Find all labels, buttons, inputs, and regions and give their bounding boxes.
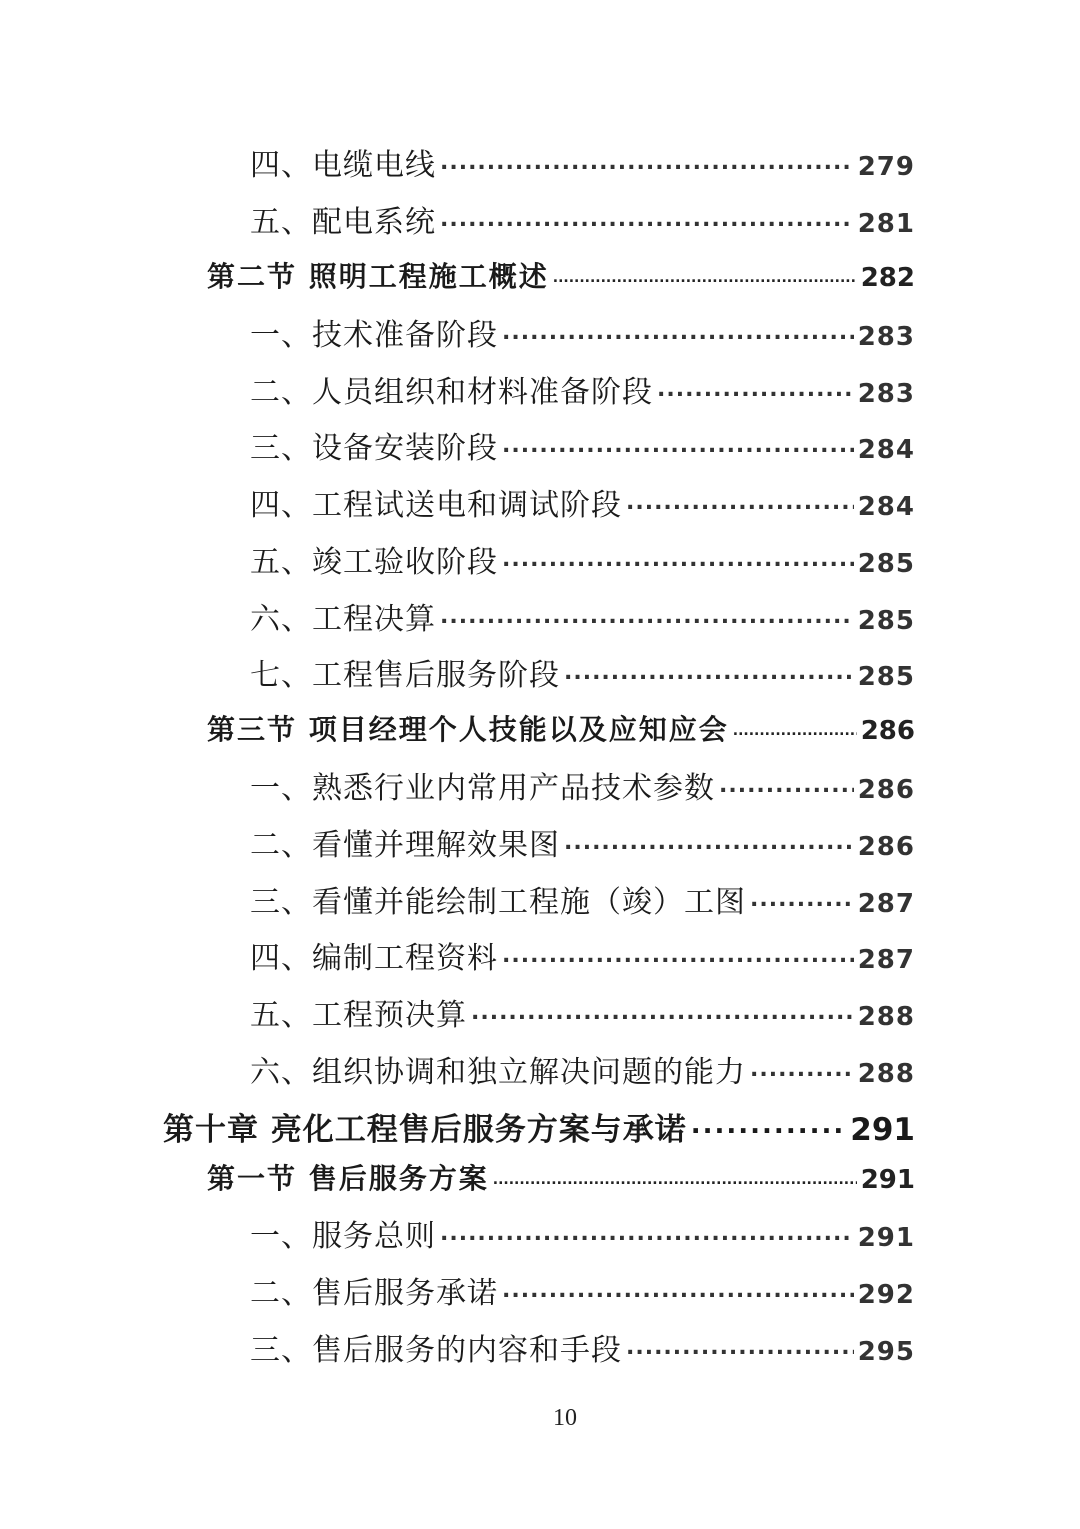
toc-entry-title: 五、配电系统 <box>250 205 436 240</box>
toc-entry-page: 285 <box>857 549 915 579</box>
toc-entry-title: 三、看懂并能绘制工程施（竣）工图 <box>250 885 746 920</box>
toc-entry-title: 二、售后服务承诺 <box>250 1276 498 1311</box>
toc-entry-title: 四、电缆电线 <box>250 148 436 183</box>
toc-leader-dots <box>440 599 854 629</box>
toc-entry-title: 六、工程决算 <box>250 602 436 637</box>
toc-entry-title: 一、技术准备阶段 <box>250 318 498 353</box>
toc-entry-page: 291 <box>857 1223 915 1253</box>
toc-entry[interactable] <box>250 310 915 354</box>
toc-entry[interactable] <box>250 1325 915 1369</box>
toc-entry-title: 三、售后服务的内容和手段 <box>250 1333 622 1368</box>
toc-entry-page: 283 <box>857 322 915 352</box>
toc-leader-dots <box>626 485 854 515</box>
toc-entry-title: 三、设备安装阶段 <box>250 431 498 466</box>
toc-entry-title: 第一节 售后服务方案 <box>207 1162 489 1195</box>
toc-leader-dots <box>626 1330 854 1360</box>
toc-leader-dots <box>502 428 854 458</box>
toc-leader-dots <box>553 258 857 286</box>
toc-leader-dots <box>502 542 854 572</box>
toc-leader-dots <box>564 825 854 855</box>
toc-entry[interactable] <box>250 1268 915 1312</box>
toc-entry-title: 六、组织协调和独立解决问题的能力 <box>250 1055 746 1090</box>
toc-leader-dots <box>440 202 854 232</box>
toc-section-entry[interactable] <box>207 1157 915 1197</box>
toc-entry-page: 285 <box>857 606 915 636</box>
toc-entry-page: 286 <box>860 716 915 746</box>
toc-leader-dots <box>733 711 857 739</box>
toc-leader-dots <box>750 882 854 912</box>
toc-entry[interactable] <box>250 197 915 241</box>
toc-leader-dots <box>691 1109 846 1140</box>
toc-leader-dots <box>502 315 854 345</box>
page-number: 10 <box>553 1405 577 1431</box>
toc-entry-title: 一、服务总则 <box>250 1219 436 1254</box>
toc-entry[interactable] <box>250 537 915 581</box>
toc-entry[interactable] <box>250 933 915 977</box>
toc-section-entry[interactable] <box>207 708 915 748</box>
toc-entry-page: 279 <box>857 152 915 182</box>
toc-entry-title: 二、人员组织和材料准备阶段 <box>250 375 653 410</box>
toc-entry-page: 283 <box>857 379 915 409</box>
toc-entry-page: 284 <box>857 492 915 522</box>
toc-leader-dots <box>440 1216 854 1246</box>
toc-entry[interactable] <box>250 594 915 638</box>
toc-chapter-entry[interactable] <box>163 1104 915 1149</box>
toc-entry[interactable] <box>250 423 915 467</box>
toc-entry[interactable] <box>250 763 915 807</box>
toc-leader-dots <box>657 372 854 402</box>
toc-entry-title: 第十章 亮化工程售后服务方案与承诺 <box>163 1112 687 1148</box>
toc-entry-title: 第二节 照明工程施工概述 <box>207 260 549 293</box>
toc-entry-title: 七、工程售后服务阶段 <box>250 658 560 693</box>
toc-entry-page: 292 <box>857 1280 915 1310</box>
toc-entry-title: 四、工程试送电和调试阶段 <box>250 488 622 523</box>
toc-entry-page: 295 <box>857 1337 915 1367</box>
toc-entry-page: 287 <box>857 945 915 975</box>
toc-entry-page: 288 <box>857 1002 915 1032</box>
toc-entry-page: 287 <box>857 889 915 919</box>
toc-entry-title: 二、看懂并理解效果图 <box>250 828 560 863</box>
toc-entry[interactable] <box>250 1211 915 1255</box>
toc-entry-page: 286 <box>857 832 915 862</box>
toc-leader-dots <box>502 1273 854 1303</box>
toc-entry-title: 四、编制工程资料 <box>250 941 498 976</box>
toc-entry-page: 288 <box>857 1059 915 1089</box>
toc-entry-page: 281 <box>857 209 915 239</box>
toc-leader-dots <box>564 655 854 685</box>
toc-entry[interactable] <box>250 140 915 184</box>
toc-entry[interactable] <box>250 990 915 1034</box>
toc-entry-page: 291 <box>850 1112 915 1148</box>
toc-section-entry[interactable] <box>207 255 915 295</box>
toc-leader-dots <box>750 1052 854 1082</box>
toc-entry[interactable] <box>250 1047 915 1091</box>
toc-entry-page: 282 <box>860 263 915 293</box>
toc-entry[interactable] <box>250 480 915 524</box>
toc-entry[interactable] <box>250 650 915 694</box>
toc-entry[interactable] <box>250 820 915 864</box>
toc-entry-page: 285 <box>857 662 915 692</box>
toc-leader-dots <box>719 768 854 798</box>
toc-entry[interactable] <box>250 877 915 921</box>
toc-leader-dots <box>493 1160 857 1188</box>
toc-entry-title: 五、竣工验收阶段 <box>250 545 498 580</box>
toc-leader-dots <box>471 995 854 1025</box>
toc-entry-page: 286 <box>857 775 915 805</box>
toc-entry-title: 五、工程预决算 <box>250 998 467 1033</box>
toc-entry-title: 一、熟悉行业内常用产品技术参数 <box>250 771 715 806</box>
toc-leader-dots <box>502 938 854 968</box>
toc-leader-dots <box>440 145 854 175</box>
toc-entry-page: 291 <box>860 1165 915 1195</box>
toc-entry-page: 284 <box>857 435 915 465</box>
toc-entry-title: 第三节 项目经理个人技能以及应知应会 <box>207 713 729 746</box>
toc-entry[interactable] <box>250 367 915 411</box>
